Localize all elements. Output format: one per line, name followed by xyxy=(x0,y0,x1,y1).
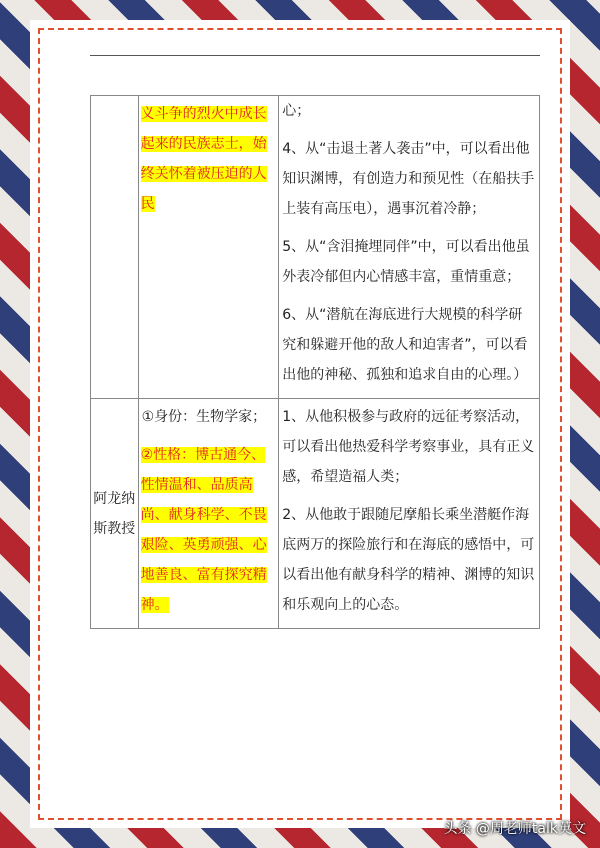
table-row xyxy=(91,399,540,629)
identity-text: ①身份：生物学家； xyxy=(141,409,267,425)
analysis-cell xyxy=(279,96,540,399)
header-rule xyxy=(90,55,540,56)
analysis-paragraph: 5、从“含泪掩埋同伴”中，可以看出他虽外表冷郁但内心情感丰富，重情重意； xyxy=(282,239,530,285)
analysis-paragraph: 心； xyxy=(282,103,311,119)
analysis-paragraph: 2、从他敢于跟随尼摩船长乘坐潜艇作海底两万的探险旅行和在海底的感悟中，可以看出他有献身科学的精神、渊博的知识和乐观向上的心态。 xyxy=(282,507,535,613)
watermark: 头条 @周老师talk英文 xyxy=(443,821,586,837)
trait-cell xyxy=(138,96,279,399)
analysis-paragraph: 6、从“潜航在海底进行大规模的科学研究和躲避开他的敌人和迫害者”，可以看出他的神秘、孤独和追求自由的心理。） xyxy=(282,307,528,383)
character-name: 阿龙纳斯教授 xyxy=(91,399,139,629)
analysis-cell xyxy=(279,399,540,629)
analysis-paragraph: 1、从他积极参与政府的远征考察活动，可以看出他热爱科学考察事业，具有正义感，希望造福人类； xyxy=(282,409,535,485)
analysis-paragraph: 4、从“击退土著人袭击”中，可以看出他知识渊博，有创造力和预见性（在船扶手上装有高压电），遇事沉着冷静； xyxy=(282,141,535,217)
personality-highlight: ②性格：博古通今、性情温和、品质高尚、献身科学、不畏艰险、英勇顽强、心地善良、富有探究精神。 xyxy=(140,447,267,613)
name-cell xyxy=(91,96,139,399)
trait-highlight: 义斗争的烈火中成长起来的民族志士，始终关怀着被压迫的人民 xyxy=(140,106,267,212)
character-table xyxy=(90,95,540,629)
trait-cell xyxy=(138,399,279,629)
table-row xyxy=(91,96,540,399)
document-card xyxy=(30,20,570,828)
